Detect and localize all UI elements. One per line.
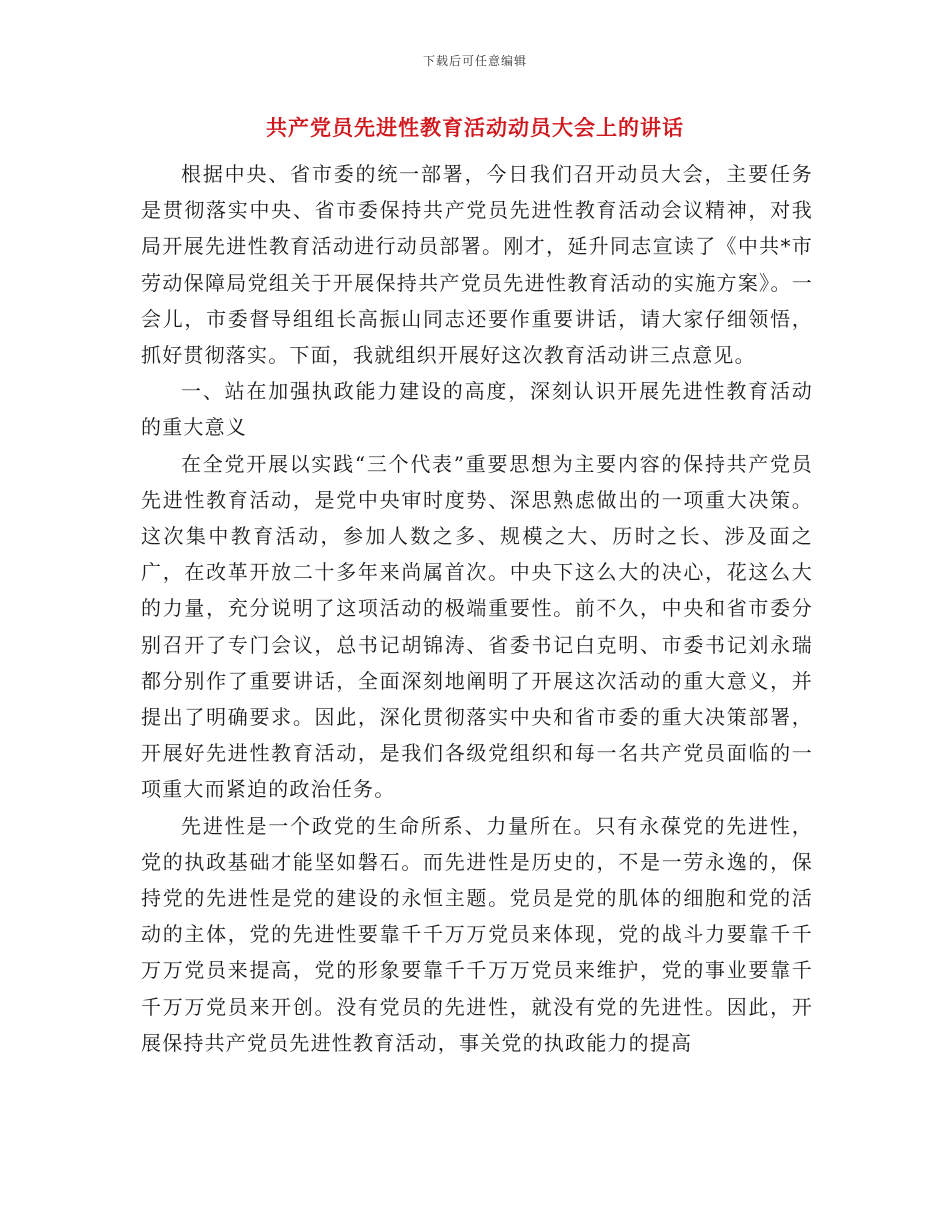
section-heading: 一、站在加强执政能力建设的高度，深刻认识开展先进性教育活动的重大意义 <box>141 379 813 440</box>
paragraph-advancement: 先进性是一个政党的生命所系、力量所在。只有永葆党的先进性，党的执政基础才能坚如磐石。而先进性是历史的，不是一劳永逸的，保持党的先进性是党的建设的永恒主题。党员是党的肌体的细胞和党的活动的主体，党的先进性要靠千千万万党员来体现，党的战斗力要靠千千万万党员来提高，党的形象要靠千千万万党员来维护，党的事业要靠千千万万党员来开创。没有党员的先进性，就没有党的先进性。因此，开展保持共产党员先进性教育活动，事关党的执政能力的提高 <box>141 813 813 1055</box>
download-note: 下载后可任意编辑 <box>422 54 527 68</box>
document-title: 共产党员先进性教育活动动员大会上的讲话 <box>266 115 684 140</box>
paragraph-significance: 在全党开展以实践“三个代表”重要思想为主要内容的保持共产党员先进性教育活动，是党中央审时度势、深思熟虑做出的一项重大决策。这次集中教育活动，参加人数之多、规模之大、历时之长、涉及面之广，在改革开放二十多年来尚属首次。中央下这么大的决心，花这么大的力量，充分说明了这项活动的极端重要性。前不久，中央和省市委分别召开了专门会议，总书记胡锦涛、省委书记白克明、市委书记刘永瑞都分别作了重要讲话，全面深刻地阐明了开展这次活动的重大意义，并提出了明确要求。因此，深化贯彻落实中央和省市委的重大决策部署，开展好先进性教育活动，是我们各级党组织和每一名共产党员面临的一项重大而紧迫的政治任务。 <box>141 451 813 802</box>
paragraph-intro: 根据中央、省市委的统一部署，今日我们召开动员大会，主要任务是贯彻落实中央、省市委保持共产党员先进性教育活动会议精神，对我局开展先进性教育活动进行动员部署。刚才，延升同志宣读了《中共*市劳动保障局党组关于开展保持共产党员先进性教育活动的实施方案》。一会儿，市委督导组组长高振山同志还要作重要讲话，请大家仔细领悟，抓好贯彻落实。下面，我就组织开展好这次教育活动讲三点意见。 <box>141 162 813 368</box>
document-body <box>141 156 813 1061</box>
